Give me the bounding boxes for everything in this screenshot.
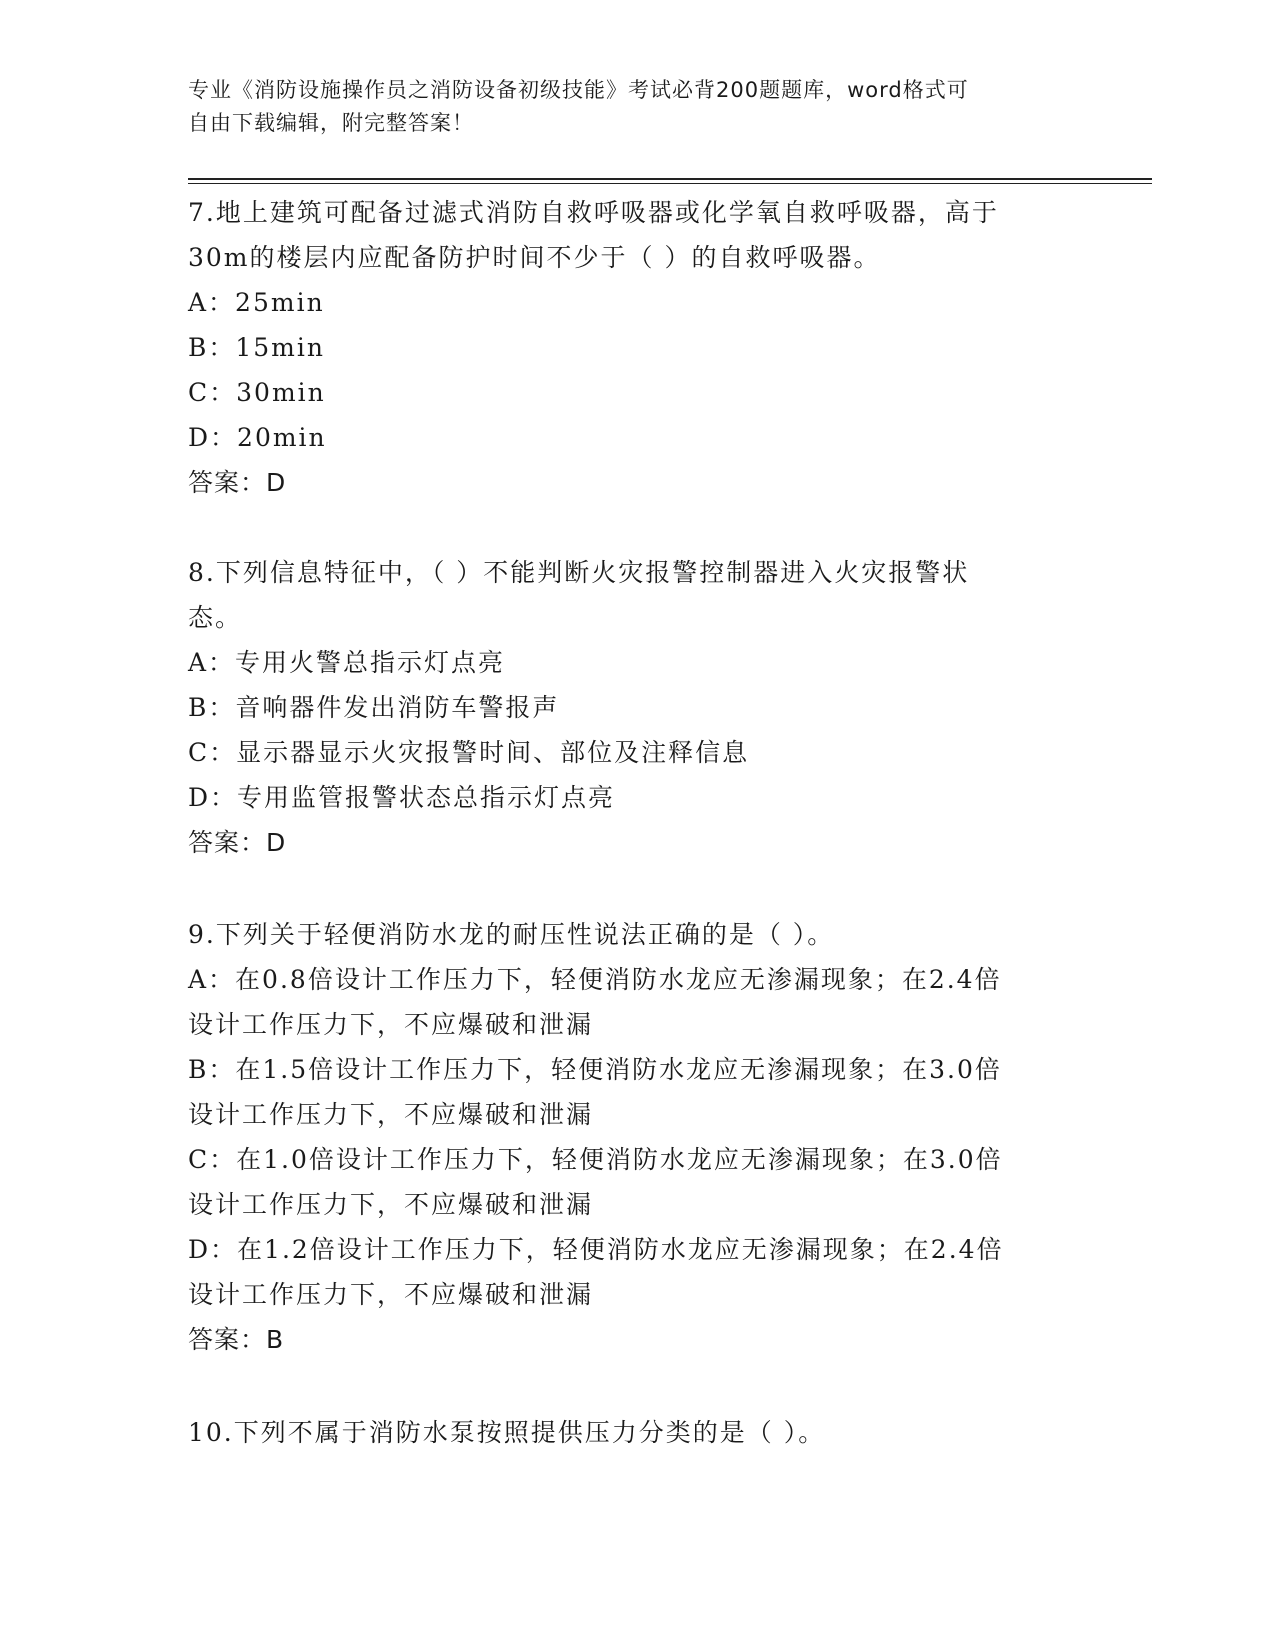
answer-line: 答案：B — [188, 1325, 285, 1354]
option-a-line-1: A：在0.8倍设计工作压力下，轻便消防水龙应无渗漏现象；在2.4倍 — [188, 965, 1002, 994]
question-10 — [188, 1410, 825, 1455]
option-b: B：音响器件发出消防车警报声 — [188, 693, 560, 722]
option-c-line-1: C：在1.0倍设计工作压力下，轻便消防水龙应无渗漏现象；在3.0倍 — [188, 1145, 1003, 1174]
answer-line: 答案：D — [188, 468, 287, 497]
option-b: B：15min — [188, 333, 325, 362]
question-stem-line: 8.下列信息特征中，（ ）不能判断火灾报警控制器进入火灾报警状 — [188, 558, 970, 587]
option-a-line-2: 设计工作压力下，不应爆破和泄漏 — [188, 1010, 594, 1039]
question-stem-line: 9.下列关于轻便消防水龙的耐压性说法正确的是（ ）。 — [188, 920, 835, 949]
option-d-line-1: D：在1.2倍设计工作压力下，轻便消防水龙应无渗漏现象；在2.4倍 — [188, 1235, 1004, 1264]
header-title-line-1: 专业《消防设施操作员之消防设备初级技能》考试必背200题题库，word格式可 — [188, 78, 969, 102]
option-b-line-2: 设计工作压力下，不应爆破和泄漏 — [188, 1100, 594, 1129]
option-a: A：专用火警总指示灯点亮 — [188, 648, 506, 677]
question-8 — [188, 550, 969, 865]
option-c: C：30min — [188, 378, 326, 407]
option-d: D：专用监管报警状态总指示灯点亮 — [188, 783, 616, 812]
question-stem-line: 态。 — [188, 603, 243, 632]
option-c-line-2: 设计工作压力下，不应爆破和泄漏 — [188, 1190, 594, 1219]
option-b-line-1: B：在1.5倍设计工作压力下，轻便消防水龙应无渗漏现象；在3.0倍 — [188, 1055, 1002, 1084]
option-a: A：25min — [188, 288, 325, 317]
question-stem-line: 10.下列不属于消防水泵按照提供压力分类的是（ ）。 — [188, 1418, 826, 1447]
header-divider — [188, 178, 1152, 184]
option-c: C：显示器显示火灾报警时间、部位及注释信息 — [188, 738, 750, 767]
question-9 — [188, 912, 1004, 1362]
header-title-line-2: 自由下载编辑，附完整答案！ — [188, 111, 474, 135]
answer-line: 答案：D — [188, 828, 287, 857]
question-7 — [188, 190, 999, 505]
option-d: D：20min — [188, 423, 327, 452]
question-stem-line: 30m的楼层内应配备防护时间不少于（ ）的自救呼吸器。 — [188, 243, 881, 272]
document-header — [188, 74, 1068, 140]
question-stem-line: 7.地上建筑可配备过滤式消防自救呼吸器或化学氧自救呼吸器，高于 — [188, 198, 999, 227]
option-d-line-2: 设计工作压力下，不应爆破和泄漏 — [188, 1280, 594, 1309]
